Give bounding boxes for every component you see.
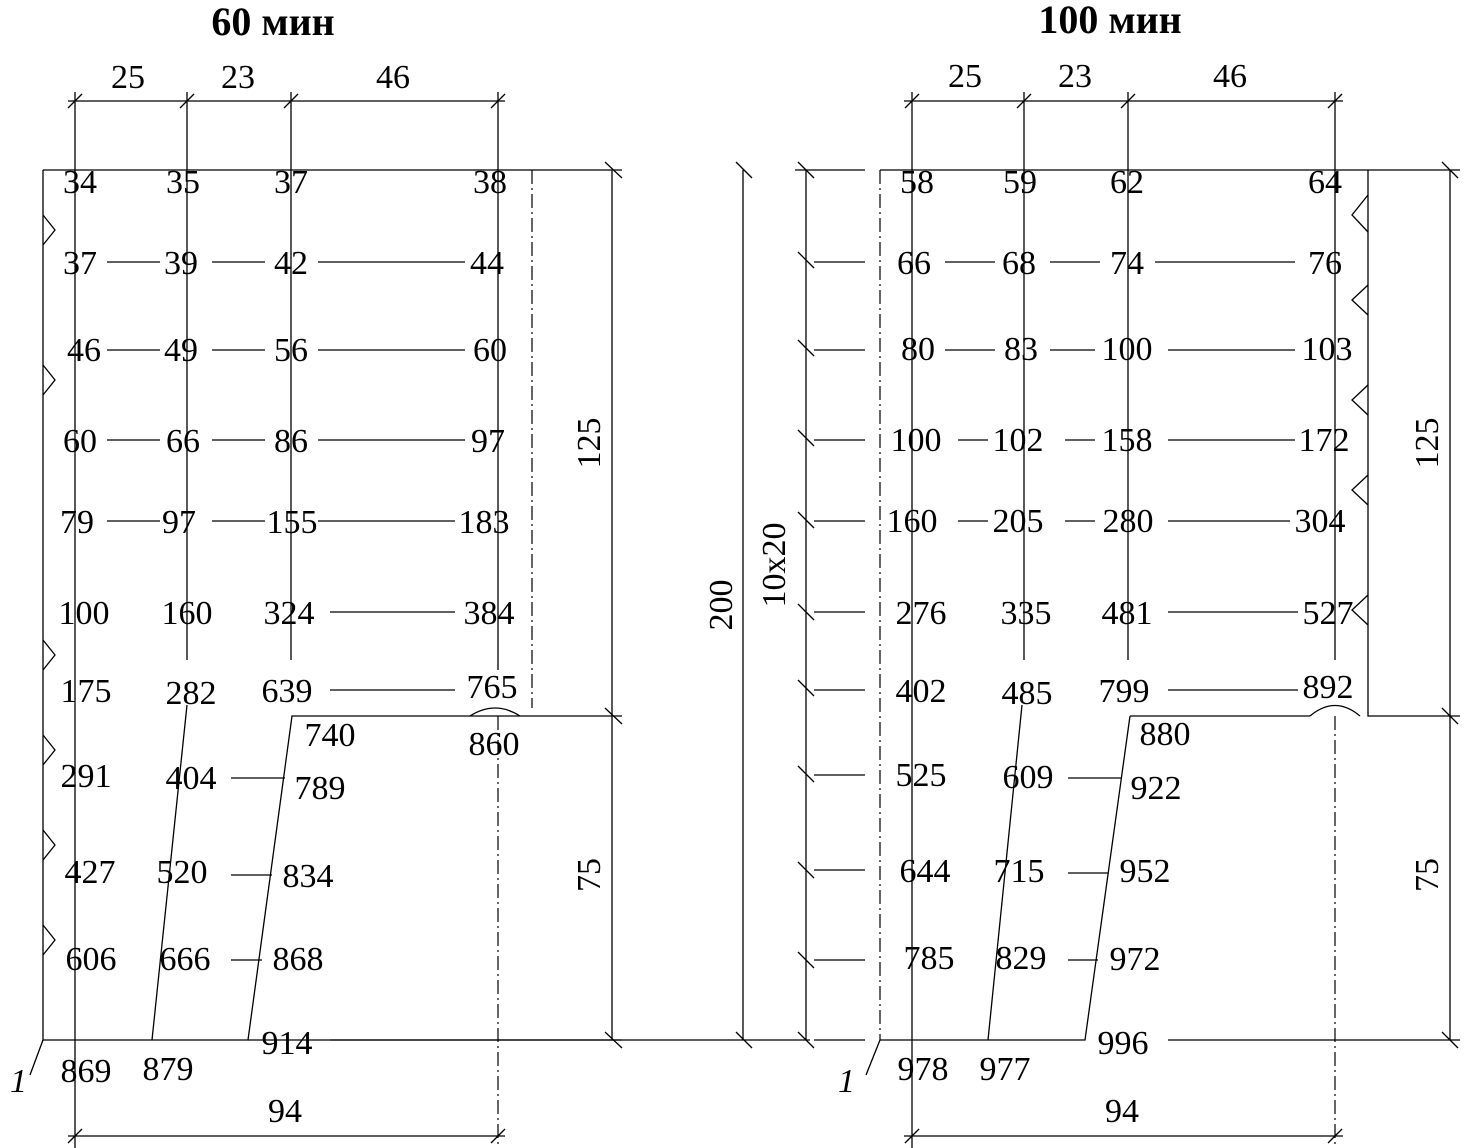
dim-200: 200 <box>703 579 740 631</box>
value-cell: 183 <box>458 504 510 541</box>
value-cell: 83 <box>1004 331 1038 368</box>
value-cell: 56 <box>274 332 308 369</box>
value-cell: 868 <box>272 941 324 978</box>
value-cell: 799 <box>1098 673 1150 710</box>
value-cell: 100 <box>890 422 942 459</box>
value-cell: 977 <box>979 1051 1031 1088</box>
value-cell: 58 <box>900 164 934 201</box>
value-cell: 66 <box>897 245 931 282</box>
value-cell: 86 <box>274 423 308 460</box>
value-cell: 892 <box>1302 669 1354 706</box>
value-cell: 644 <box>899 853 951 890</box>
value-cell: 158 <box>1101 422 1153 459</box>
value-cell: 996 <box>1097 1025 1149 1062</box>
value-cell: 481 <box>1101 595 1153 632</box>
value-cell: 100 <box>58 595 110 632</box>
value-cell: 427 <box>64 854 116 891</box>
value-cell: 880 <box>1139 716 1191 753</box>
value-cell: 34 <box>63 164 97 201</box>
value-cell: 527 <box>1302 595 1354 632</box>
panel-title: 60 мин <box>211 0 335 44</box>
value-cell: 789 <box>294 770 346 807</box>
value-cell: 639 <box>261 673 313 710</box>
value-cell: 160 <box>886 503 938 540</box>
value-cell: 952 <box>1119 853 1171 890</box>
value-cell: 765 <box>466 669 518 706</box>
dim-46: 46 <box>1213 58 1247 95</box>
marker-1: 1 <box>838 1063 855 1100</box>
dim-25: 25 <box>111 59 145 96</box>
value-cell: 282 <box>165 675 217 712</box>
value-cell: 80 <box>901 331 935 368</box>
side-dimensions <box>571 162 752 1048</box>
value-cell: 485 <box>1001 675 1053 712</box>
value-cell: 384 <box>463 595 515 632</box>
value-cell: 44 <box>470 245 504 282</box>
value-cell: 402 <box>895 673 947 710</box>
dim-46: 46 <box>376 59 410 96</box>
value-cell: 97 <box>471 423 505 460</box>
value-cell: 60 <box>63 423 97 460</box>
dim-23: 23 <box>1058 58 1092 95</box>
value-cell: 834 <box>282 858 334 895</box>
value-cell: 304 <box>1294 503 1346 540</box>
value-cell: 205 <box>992 503 1044 540</box>
value-cell: 100 <box>1101 331 1153 368</box>
panel-100-min <box>756 0 1460 1148</box>
dim-94: 94 <box>1105 1093 1139 1130</box>
value-cell: 60 <box>473 332 507 369</box>
dim-94: 94 <box>268 1093 302 1130</box>
dim-23: 23 <box>221 59 255 96</box>
value-cell: 39 <box>164 245 198 282</box>
value-cell: 76 <box>1308 245 1342 282</box>
value-cell: 66 <box>166 423 200 460</box>
value-cell: 37 <box>274 164 308 201</box>
value-cell: 335 <box>1000 595 1052 632</box>
value-cell: 62 <box>1110 164 1144 201</box>
dim-10x20: 10x20 <box>756 522 793 608</box>
value-cell: 38 <box>473 164 507 201</box>
dim-125: 125 <box>1409 417 1446 469</box>
value-cell: 291 <box>60 758 112 795</box>
value-cell: 42 <box>274 245 308 282</box>
value-cell: 46 <box>67 332 101 369</box>
grid-lines <box>75 170 622 1040</box>
temperature-values <box>887 164 1354 1088</box>
value-cell: 160 <box>161 595 213 632</box>
value-cell: 914 <box>261 1025 313 1062</box>
value-cell: 922 <box>1130 770 1182 807</box>
value-cell: 324 <box>263 595 315 632</box>
value-cell: 404 <box>165 760 217 797</box>
value-cell: 785 <box>903 940 955 977</box>
value-cell: 879 <box>142 1051 194 1088</box>
value-cell: 520 <box>156 854 208 891</box>
value-cell: 740 <box>304 717 356 754</box>
value-cell: 175 <box>60 673 112 710</box>
temperature-values <box>59 164 520 1090</box>
value-cell: 525 <box>895 757 947 794</box>
value-cell: 97 <box>162 504 196 541</box>
value-cell: 280 <box>1102 503 1154 540</box>
value-cell: 869 <box>60 1053 112 1090</box>
value-cell: 64 <box>1308 164 1342 201</box>
dim-75: 75 <box>571 858 608 892</box>
dim-125: 125 <box>571 417 608 469</box>
dim-25: 25 <box>948 58 982 95</box>
dim-75: 75 <box>1409 858 1446 892</box>
panel-title: 100 мин <box>1038 0 1182 42</box>
value-cell: 59 <box>1003 164 1037 201</box>
panel-60-min <box>10 0 810 1148</box>
value-cell: 715 <box>993 853 1045 890</box>
value-cell: 606 <box>65 941 117 978</box>
marker-1: 1 <box>10 1063 27 1100</box>
value-cell: 102 <box>992 422 1044 459</box>
value-cell: 74 <box>1110 245 1144 282</box>
value-cell: 666 <box>159 941 211 978</box>
value-cell: 860 <box>468 726 520 763</box>
top-dimension <box>904 58 1343 170</box>
value-cell: 68 <box>1002 245 1036 282</box>
section-outline <box>10 170 810 1148</box>
top-dimension <box>68 59 505 170</box>
value-cell: 103 <box>1301 331 1353 368</box>
value-cell: 172 <box>1298 422 1350 459</box>
value-cell: 829 <box>995 940 1047 977</box>
value-cell: 609 <box>1002 759 1054 796</box>
value-cell: 155 <box>266 504 318 541</box>
value-cell: 49 <box>164 332 198 369</box>
value-cell: 978 <box>897 1051 949 1088</box>
value-cell: 276 <box>895 595 947 632</box>
value-cell: 79 <box>60 504 94 541</box>
value-cell: 35 <box>166 164 200 201</box>
value-cell: 972 <box>1109 941 1161 978</box>
value-cell: 37 <box>63 245 97 282</box>
